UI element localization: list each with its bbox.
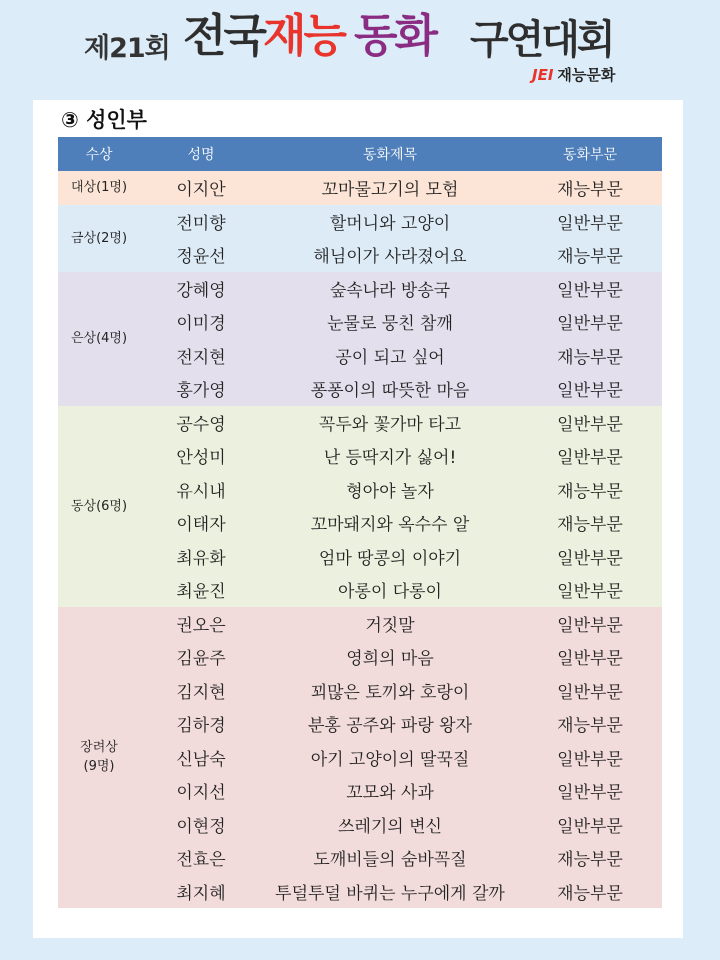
table-header-row	[58, 137, 662, 171]
award-cell: 대상(1명)	[58, 171, 140, 205]
story-title-cell: 형아야 놀자	[262, 473, 518, 507]
story-title-cell: 꼬마물고기의 모험	[262, 171, 518, 205]
name-cell: 이지안	[140, 171, 262, 205]
story-title-cell: 도깨비들의 숨바꼭질	[262, 841, 518, 875]
name-cell: 신남숙	[140, 741, 262, 775]
title-word-2: 재능	[263, 9, 344, 62]
name-cell: 공수영	[140, 406, 262, 440]
category-cell: 일반부문	[518, 674, 662, 708]
story-title-cell: 숲속나라 방송국	[262, 272, 518, 306]
category-cell: 일반부문	[518, 774, 662, 808]
col-header-name: 성명	[140, 137, 262, 171]
table-row	[58, 741, 662, 775]
table-row	[58, 506, 662, 540]
table-row	[58, 171, 662, 205]
category-cell: 재능부문	[518, 339, 662, 373]
award-cell: 동상(6명)	[58, 406, 140, 607]
category-cell: 일반부문	[518, 607, 662, 641]
name-cell: 권오은	[140, 607, 262, 641]
header-banner	[0, 0, 720, 100]
section-title: ③ 성인부	[61, 108, 147, 132]
category-cell: 일반부문	[518, 573, 662, 607]
name-cell: 전지현	[140, 339, 262, 373]
category-cell: 일반부문	[518, 406, 662, 440]
results-table	[58, 137, 662, 908]
name-cell: 이미경	[140, 305, 262, 339]
table-row	[58, 573, 662, 607]
table-row	[58, 841, 662, 875]
name-cell: 김윤주	[140, 640, 262, 674]
story-title-cell: 투덜투덜 바퀴는 누구에게 갈까	[262, 875, 518, 909]
story-title-cell: 퐁퐁이의 따뜻한 마음	[262, 372, 518, 406]
table-row	[58, 439, 662, 473]
name-cell: 이태자	[140, 506, 262, 540]
name-cell: 김지현	[140, 674, 262, 708]
table-row	[58, 372, 662, 406]
story-title-cell: 영희의 마음	[262, 640, 518, 674]
story-title-cell: 꼬마돼지와 옥수수 알	[262, 506, 518, 540]
story-title-cell: 눈물로 뭉친 참깨	[262, 305, 518, 339]
table-row	[58, 305, 662, 339]
category-cell: 일반부문	[518, 540, 662, 574]
title-word-4: 구연대회	[470, 17, 613, 63]
category-cell: 재능부문	[518, 171, 662, 205]
table-row	[58, 406, 662, 440]
category-cell: 재능부문	[518, 506, 662, 540]
table-row	[58, 339, 662, 373]
story-title-cell: 난 등딱지가 싫어!	[262, 439, 518, 473]
table-row	[58, 674, 662, 708]
edition-label: 제21회	[84, 33, 170, 64]
category-cell: 재능부문	[518, 875, 662, 909]
name-cell: 김하경	[140, 707, 262, 741]
logo-mark: JEI	[532, 66, 554, 84]
name-cell: 최윤진	[140, 573, 262, 607]
table-row	[58, 540, 662, 574]
category-cell: 일반부문	[518, 439, 662, 473]
col-header-category: 동화부문	[518, 137, 662, 171]
table-row	[58, 640, 662, 674]
category-cell: 일반부문	[518, 372, 662, 406]
table-row	[58, 473, 662, 507]
name-cell: 최지혜	[140, 875, 262, 909]
story-title-cell: 꾀많은 토끼와 호랑이	[262, 674, 518, 708]
table-row	[58, 707, 662, 741]
category-cell: 일반부문	[518, 272, 662, 306]
table-row	[58, 808, 662, 842]
col-header-title: 동화제목	[262, 137, 518, 171]
name-cell: 정윤선	[140, 238, 262, 272]
story-title-cell: 쓰레기의 변신	[262, 808, 518, 842]
category-cell: 일반부문	[518, 808, 662, 842]
award-cell: 은상(4명)	[58, 272, 140, 406]
logo-text: 재능문화	[557, 66, 616, 84]
name-cell: 안성미	[140, 439, 262, 473]
name-cell: 이지선	[140, 774, 262, 808]
category-cell: 재능부문	[518, 841, 662, 875]
story-title-cell: 분홍 공주와 파랑 왕자	[262, 707, 518, 741]
category-cell: 일반부문	[518, 205, 662, 239]
category-cell: 일반부문	[518, 305, 662, 339]
table-row	[58, 607, 662, 641]
story-title-cell: 아롱이 다롱이	[262, 573, 518, 607]
category-cell: 재능부문	[518, 238, 662, 272]
table-row	[58, 774, 662, 808]
name-cell: 이현정	[140, 808, 262, 842]
story-title-cell: 꼬모와 사과	[262, 774, 518, 808]
table-body	[58, 171, 662, 908]
table-row	[58, 875, 662, 909]
category-cell: 재능부문	[518, 707, 662, 741]
story-title-cell: 꼭두와 꽃가마 타고	[262, 406, 518, 440]
story-title-cell: 거짓말	[262, 607, 518, 641]
award-cell: 장려상 (9명)	[58, 607, 140, 909]
jei-logo	[532, 64, 615, 85]
story-title-cell: 아기 고양이의 딸꾹질	[262, 741, 518, 775]
story-title-cell: 할머니와 고양이	[262, 205, 518, 239]
table-row	[58, 238, 662, 272]
title-word-1: 전국	[183, 9, 264, 62]
name-cell: 유시내	[140, 473, 262, 507]
category-cell: 재능부문	[518, 473, 662, 507]
table-row	[58, 272, 662, 306]
name-cell: 전효은	[140, 841, 262, 875]
story-title-cell: 공이 되고 싶어	[262, 339, 518, 373]
table-row	[58, 205, 662, 239]
category-cell: 일반부문	[518, 640, 662, 674]
category-cell: 일반부문	[518, 741, 662, 775]
col-header-award: 수상	[58, 137, 140, 171]
name-cell: 홍가영	[140, 372, 262, 406]
title-word-3: 동화	[354, 9, 435, 62]
story-title-cell: 엄마 땅콩의 이야기	[262, 540, 518, 574]
name-cell: 강혜영	[140, 272, 262, 306]
award-cell: 금상(2명)	[58, 205, 140, 272]
story-title-cell: 해님이가 사라졌어요	[262, 238, 518, 272]
name-cell: 최유화	[140, 540, 262, 574]
name-cell: 전미향	[140, 205, 262, 239]
